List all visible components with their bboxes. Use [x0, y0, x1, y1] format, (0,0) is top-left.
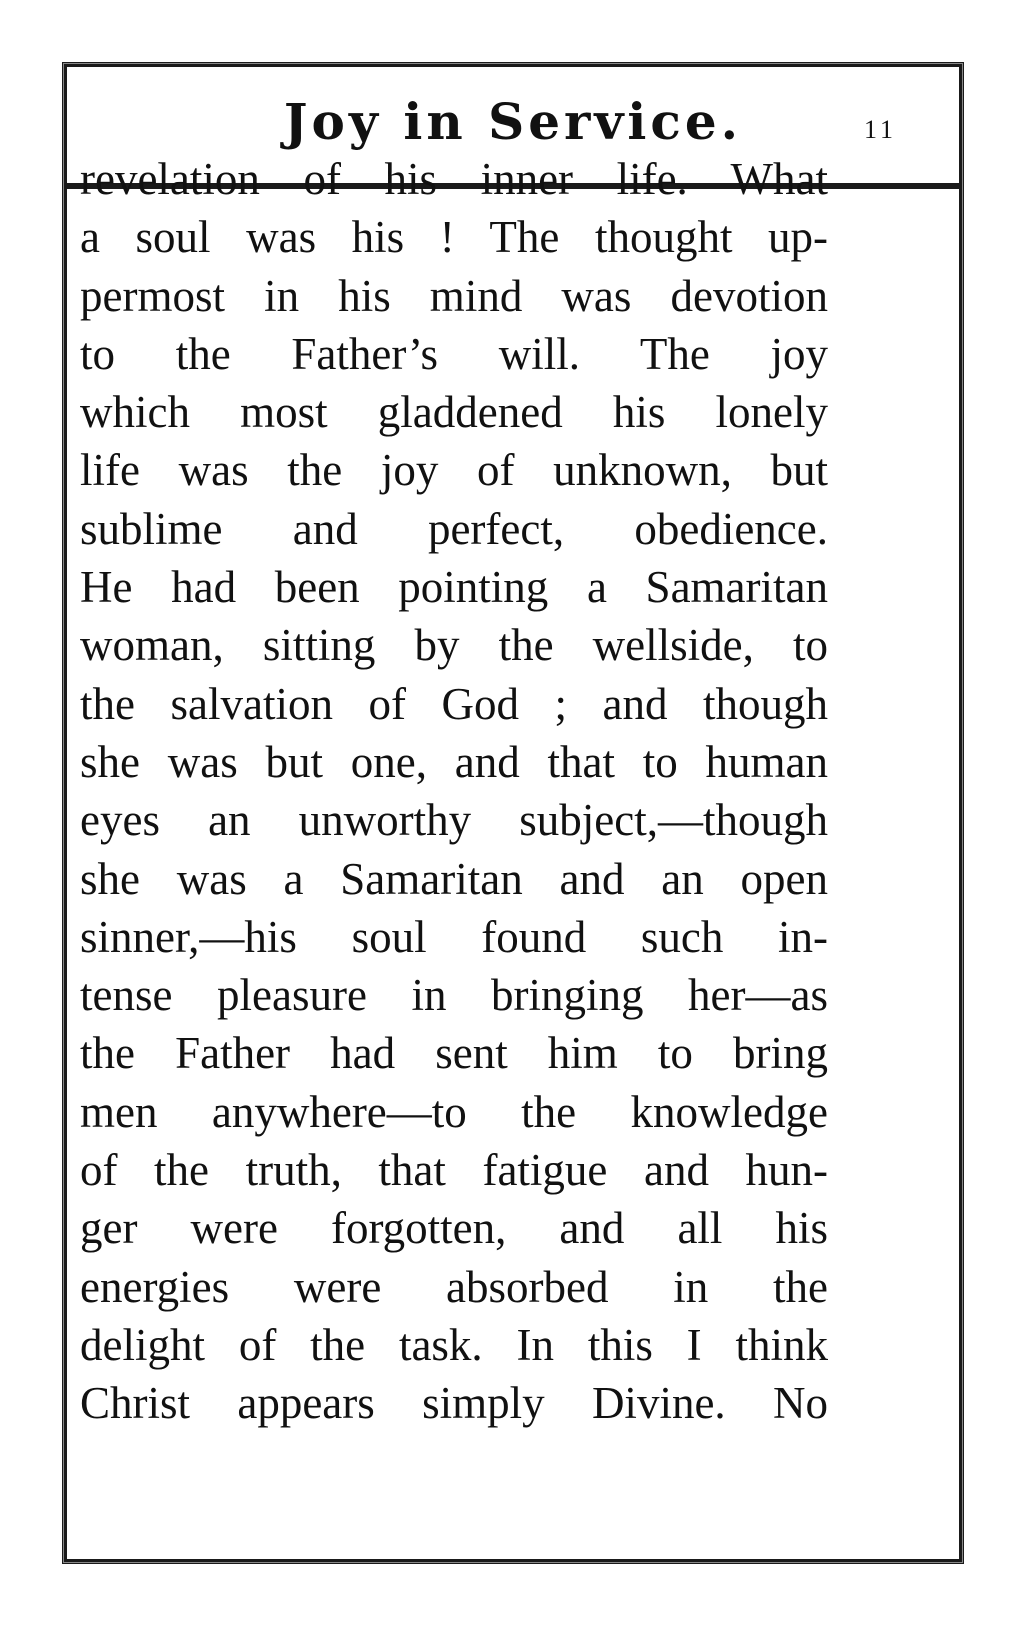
- text-line: sinner,—his soul found such in-: [80, 911, 828, 962]
- text-line: she was but one, and that to human: [80, 736, 828, 787]
- text-line: the Father had sent him to bring: [80, 1028, 828, 1079]
- text-line: a soul was his ! The thought up-: [80, 212, 828, 263]
- text-line: tense pleasure in bringing her—as: [80, 970, 828, 1021]
- text-line: delight of the task. In this I think: [80, 1319, 828, 1370]
- body-text: [80, 150, 828, 1433]
- text-line: the salvation of God ; and though: [80, 678, 828, 729]
- text-line: He had been pointing a Samaritan: [80, 562, 828, 613]
- text-line: permost in his mind was devotion: [80, 270, 828, 321]
- text-line: energies were absorbed in the: [80, 1261, 828, 1312]
- page-number: 11: [863, 115, 897, 144]
- text-line: woman, sitting by the wellside, to: [80, 620, 828, 671]
- text-line: she was a Samaritan and an open: [80, 853, 828, 904]
- text-line: sublime and perfect, obedience.: [80, 503, 828, 554]
- running-title: Joy in Service.: [283, 92, 743, 151]
- text-line: to the Father’s will. The joy: [80, 328, 828, 379]
- text-line: which most gladdened his lonely: [80, 387, 828, 438]
- text-line: ger were forgotten, and all his: [80, 1203, 828, 1254]
- text-line: life was the joy of unknown, but: [80, 445, 828, 496]
- text-line: revelation of his inner life. What: [80, 154, 828, 204]
- text-line: of the truth, that fatigue and hun-: [80, 1145, 828, 1196]
- text-line: men anywhere—to the knowledge: [80, 1086, 828, 1137]
- text-line: eyes an unworthy subject,—though: [80, 795, 828, 846]
- text-line: Christ appears simply Divine. No: [80, 1378, 828, 1429]
